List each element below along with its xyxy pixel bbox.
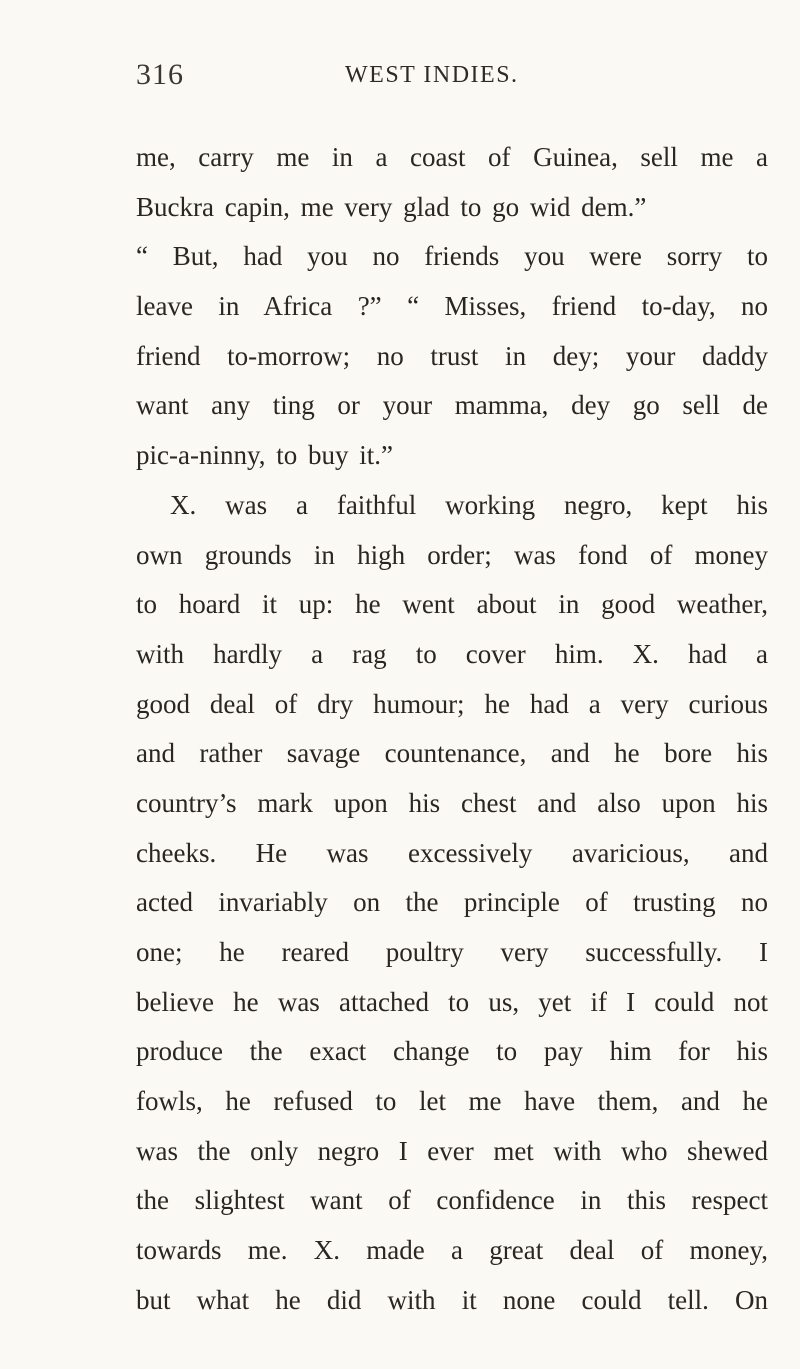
text-line: want any ting or your mamma, dey go sell de	[136, 390, 768, 421]
text-line: good deal of dry humour; he had a very curious	[136, 688, 768, 719]
text-line: cheeks. He was excessively avaricious, and	[136, 837, 768, 868]
text-line: me, carry me in a coast of Guinea, sell me a	[136, 142, 768, 172]
text-line: with hardly a rag to cover him. X. had a	[136, 638, 768, 669]
text-line: but what he did with it none could tell. On	[136, 1284, 768, 1315]
text-line: fowls, he refused to let me have them, and he	[136, 1086, 768, 1117]
text-line: own grounds in high order; was fond of money	[136, 539, 768, 570]
text-line: country’s mark upon his chest and also upon his	[136, 787, 768, 818]
text-line: acted invariably on the principle of trusting no	[136, 887, 768, 918]
text-line: friend to-morrow; no trust in dey; your daddy	[136, 340, 768, 371]
text-line: produce the exact change to pay him for his	[136, 1036, 768, 1067]
text-line: the slightest want of confidence in this respect	[136, 1185, 768, 1216]
text-line: towards me. X. made a great deal of money,	[136, 1235, 768, 1266]
page-header	[0, 58, 800, 108]
text-line: pic-a-ninny, to buy it.”	[136, 440, 393, 471]
text-line: Buckra capin, me very glad to go wid dem.”	[136, 191, 647, 222]
page-number: 316	[136, 58, 184, 91]
text-line: to hoard it up: he went about in good weather,	[136, 589, 768, 620]
text-line: was the only negro I ever met with who shewed	[136, 1135, 768, 1166]
text-line: leave in Africa ?” “ Misses, friend to-day, no	[136, 291, 768, 322]
running-title: WEST INDIES.	[345, 62, 519, 88]
body-text	[136, 133, 768, 1326]
text-line: “ But, had you no friends you were sorry to	[136, 241, 768, 272]
text-line: and rather savage countenance, and he bore his	[136, 738, 768, 769]
text-line: one; he reared poultry very successfully. I	[136, 937, 768, 967]
text-line: X. was a faithful working negro, kept his	[170, 489, 768, 520]
text-line: believe he was attached to us, yet if I could not	[136, 986, 768, 1017]
